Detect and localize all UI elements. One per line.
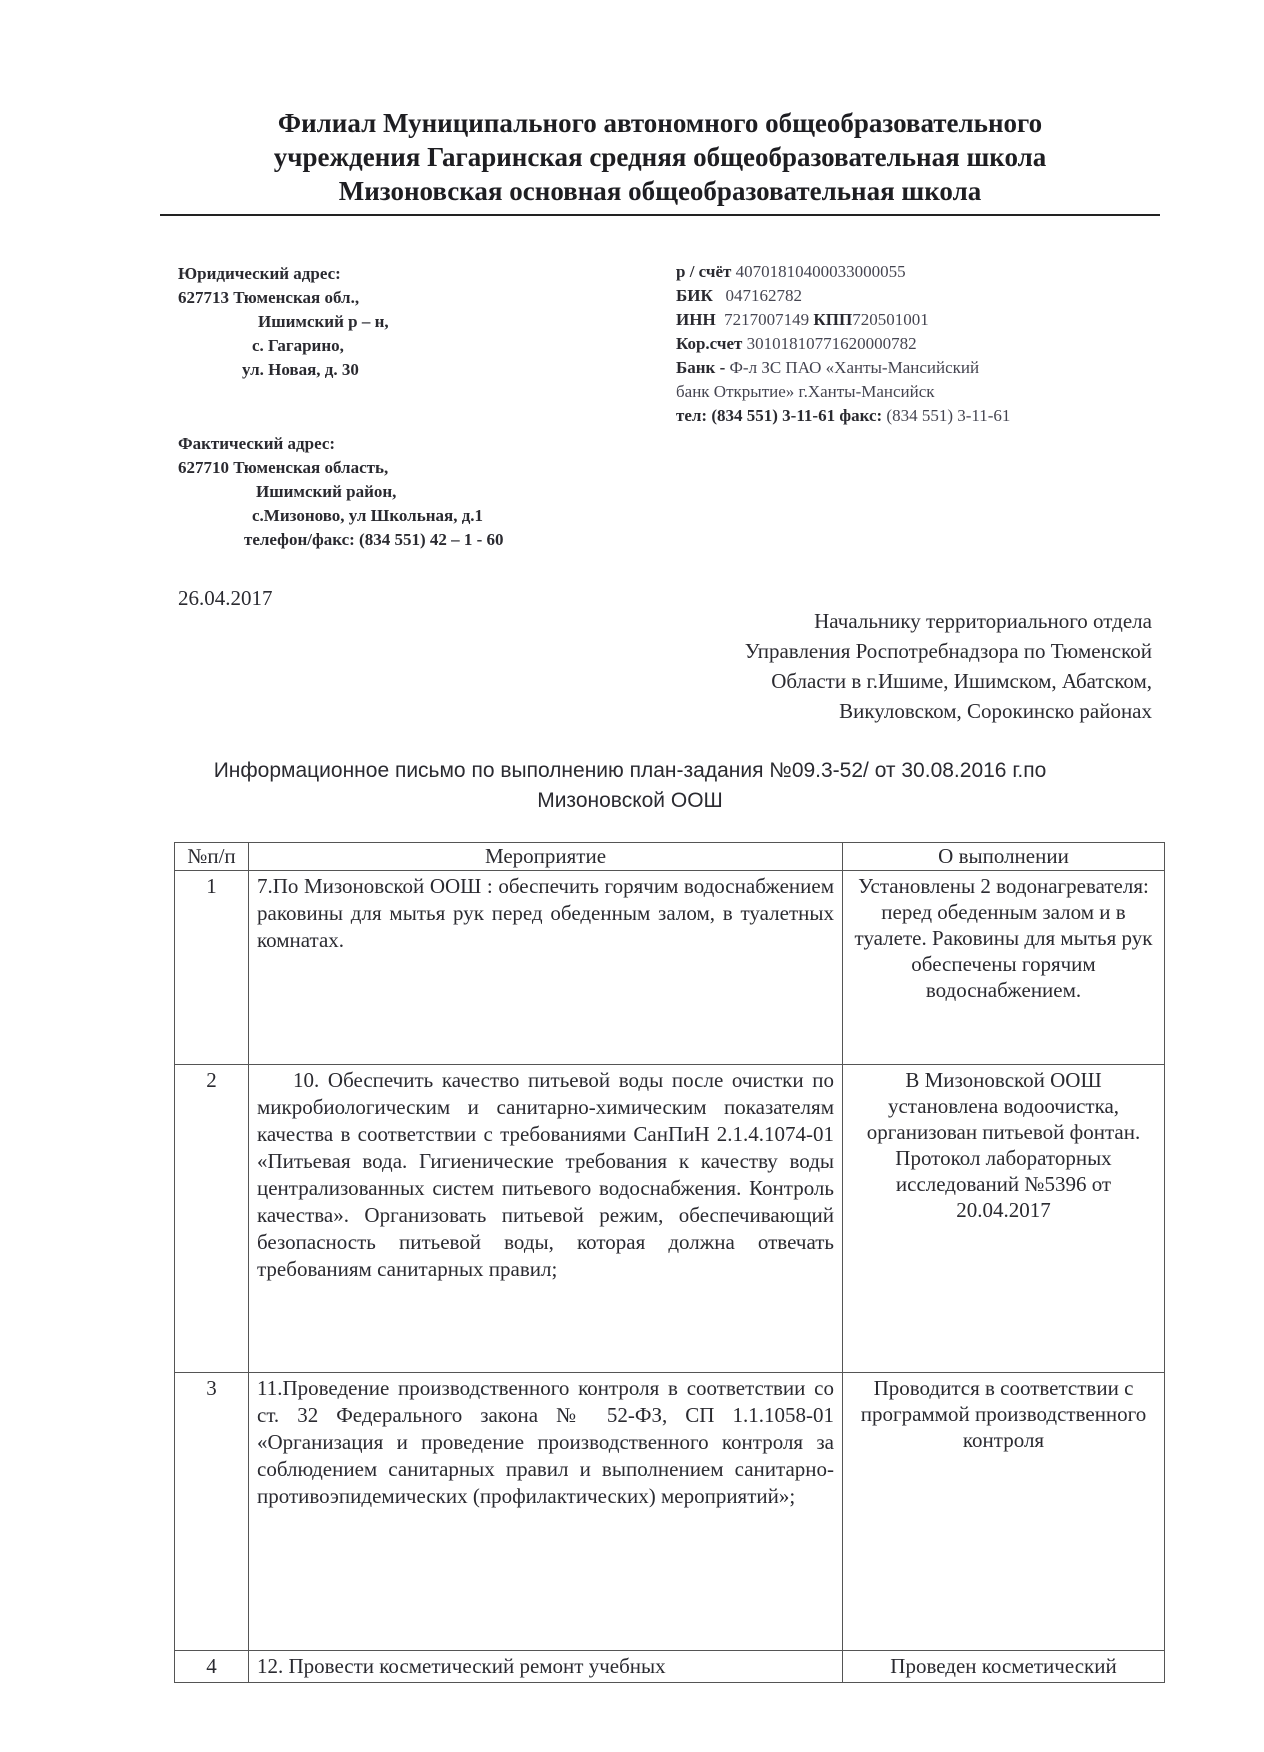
recipient-line-3: Области в г.Ишиме, Ишимском, Абатском, bbox=[771, 669, 1152, 693]
bank-label: Банк - bbox=[676, 358, 726, 377]
account-label: р / счёт bbox=[676, 262, 732, 281]
row-activity: 7.По Мизоновской ООШ : обеспечить горячим водоснабжением раковины для мытья рук перед обеденным залом, в туалетных комнатах. bbox=[249, 871, 843, 1065]
actual-address-line-4: телефон/факс: (834 551) 42 – 1 - 60 bbox=[244, 530, 504, 549]
row-number: 4 bbox=[175, 1651, 249, 1683]
row-result: В Мизоновской ООШ установлена водоочистка, организован питьевой фонтан. Протокол лабораторных исследований №5396 от 20.04.2017 bbox=[843, 1065, 1165, 1373]
header-result: О выполнении bbox=[843, 843, 1165, 871]
fax-label: факс: bbox=[839, 406, 883, 425]
recipient-line-4: Викуловском, Сорокинско районах bbox=[839, 699, 1152, 723]
corr-account-label: Кор.счет bbox=[676, 334, 743, 353]
legal-address-line-3: с. Гагарино, bbox=[252, 336, 344, 355]
header-line-2: учреждения Гагаринская средняя общеобразовательная школа bbox=[273, 142, 1047, 172]
document-title-line-1: Информационное письмо по выполнению план-задания №09.3-52/ от 30.08.2016 г.по bbox=[213, 759, 1047, 782]
actual-address-line-3: с.Мизоново, ул Школьная, д.1 bbox=[252, 506, 484, 525]
actual-address-label: Фактический адрес: bbox=[178, 434, 336, 453]
actual-address-line-1: 627710 Тюменская область, bbox=[178, 458, 389, 477]
header-line-1: Филиал Муниципального автономного общеобразовательного bbox=[277, 108, 1043, 138]
table-header-row bbox=[175, 843, 1165, 871]
legal-address-label: Юридический адрес: bbox=[178, 264, 341, 283]
corr-account-value: 30101810771620000782 bbox=[746, 334, 917, 353]
bik-label: БИК bbox=[676, 286, 713, 305]
fax-value: (834 551) 3-11-61 bbox=[886, 406, 1011, 425]
tel-value: (834 551) 3-11-61 bbox=[711, 406, 836, 425]
row-result: Проводится в соответствии с программой производственного контроля bbox=[843, 1373, 1165, 1651]
bik-value: 047162782 bbox=[725, 286, 803, 305]
table-row bbox=[175, 1373, 1165, 1651]
document-title-line-2: Мизоновской ООШ bbox=[537, 789, 723, 812]
organization-header bbox=[160, 106, 1160, 216]
plan-table bbox=[174, 842, 1165, 1683]
table-row bbox=[175, 1651, 1165, 1683]
actual-address-line-2: Ишимский район, bbox=[256, 482, 397, 501]
row-number: 2 bbox=[175, 1065, 249, 1373]
recipient-line-2: Управления Роспотребнадзора по Тюменской bbox=[744, 639, 1152, 663]
bank-name-line-1: Ф-л ЗС ПАО «Ханты-Мансийский bbox=[729, 358, 980, 377]
legal-address-line-4: ул. Новая, д. 30 bbox=[242, 360, 359, 379]
legal-address-block bbox=[178, 262, 648, 382]
legal-address-line-2: Ишимский р – н, bbox=[258, 312, 389, 331]
kpp-value: 720501001 bbox=[852, 310, 929, 329]
bank-name-line-2: банк Открытие» г.Ханты-Мансийск bbox=[676, 382, 935, 401]
recipient-block bbox=[532, 606, 1152, 726]
account-value: 40701810400033000055 bbox=[735, 262, 906, 281]
kpp-label: КПП bbox=[813, 310, 853, 329]
row-activity: 12. Провести косметический ремонт учебных bbox=[249, 1651, 843, 1683]
row-activity: 10. Обеспечить качество питьевой воды после очистки по микробиологическим и санитарно-химическим показателям качества в соответствии с требованиями СанПиН 2.1.4.1074-01 «Питьевая вода. Гигиенические требования к качеству воды централизованных систем питьевого водоснабжения. Контроль качества». Организовать питьевой режим, обеспечивающий безопасность питьевой воды, которая должна отвечать требованиям санитарных правил; bbox=[249, 1065, 843, 1373]
header-line-3: Мизоновская основная общеобразовательная школа bbox=[338, 176, 982, 206]
legal-address-line-1: 627713 Тюменская обл., bbox=[178, 288, 360, 307]
letter-date: 26.04.2017 bbox=[178, 586, 273, 610]
tel-label: тел: bbox=[676, 406, 708, 425]
document-title bbox=[180, 756, 1080, 816]
actual-address-block bbox=[178, 432, 648, 552]
inn-value: 7217007149 bbox=[724, 310, 810, 329]
header-number: №п/п bbox=[175, 843, 249, 871]
table-row bbox=[175, 1065, 1165, 1373]
bank-details-block bbox=[676, 260, 1136, 428]
recipient-line-1: Начальнику территориального отдела bbox=[814, 609, 1152, 633]
inn-label: ИНН bbox=[676, 310, 716, 329]
row-number: 3 bbox=[175, 1373, 249, 1651]
table-row bbox=[175, 871, 1165, 1065]
row-result: Проведен косметический bbox=[843, 1651, 1165, 1683]
row-number: 1 bbox=[175, 871, 249, 1065]
row-activity: 11.Проведение производственного контроля в соответствии со ст. 32 Федерального закона № 52-ФЗ, СП 1.1.1058-01 «Организация и проведение производственного контроля за соблюдением санитарных правил и выполнением санитарно-противоэпидемических (профилактических) мероприятий»; bbox=[249, 1373, 843, 1651]
header-activity: Мероприятие bbox=[249, 843, 843, 871]
row-result: Установлены 2 водонагревателя: перед обеденным залом и в туалете. Раковины для мытья рук обеспечены горячим водоснабжением. bbox=[843, 871, 1165, 1065]
